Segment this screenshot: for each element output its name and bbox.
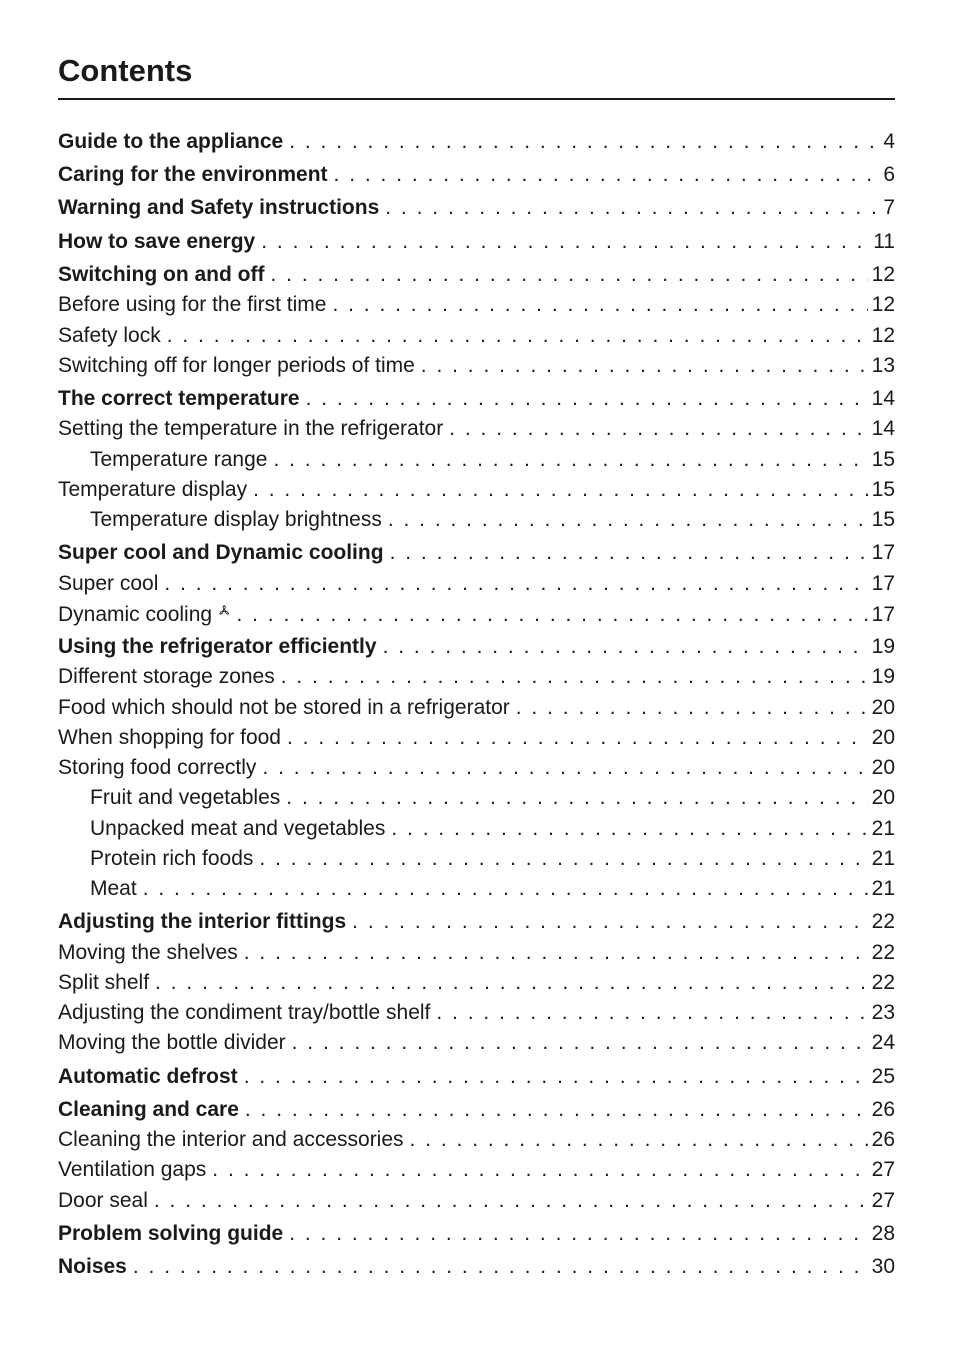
toc-page-number: 14 <box>871 387 895 410</box>
toc-entry[interactable] <box>58 193 895 223</box>
dot-leader <box>287 723 868 753</box>
toc-page-number: 20 <box>871 726 895 749</box>
toc-entry[interactable] <box>58 844 895 874</box>
dot-leader <box>253 475 868 505</box>
toc-page-number: 21 <box>871 847 895 870</box>
toc-entry[interactable] <box>58 569 895 599</box>
dot-leader <box>273 445 867 475</box>
dot-leader <box>334 160 880 190</box>
toc-page-number: 26 <box>871 1098 895 1121</box>
toc-entry-label: Unpacked meat and vegetables <box>90 817 386 840</box>
dot-leader <box>390 538 868 568</box>
toc-entry-label: Storing food correctly <box>58 756 257 779</box>
toc-page-number: 22 <box>871 971 895 994</box>
toc-entry[interactable] <box>58 693 895 723</box>
toc-page-number: 22 <box>871 910 895 933</box>
dot-leader <box>133 1252 868 1282</box>
toc-entry-label: Different storage zones <box>58 665 275 688</box>
toc-entry-label: Adjusting the interior fittings <box>58 910 347 933</box>
toc-entry-label: Moving the shelves <box>58 941 238 964</box>
toc-page-number: 11 <box>873 230 895 253</box>
toc-entry-label: Meat <box>90 877 137 900</box>
toc-entry-label: Dynamic cooling <box>58 603 213 626</box>
dot-leader <box>154 1186 868 1216</box>
toc-entry[interactable] <box>58 1155 895 1185</box>
toc-entry[interactable] <box>58 351 895 381</box>
toc-entry[interactable] <box>58 260 895 290</box>
toc-entry-label: Problem solving guide <box>58 1222 284 1245</box>
toc-entry[interactable] <box>58 753 895 783</box>
toc-entry-label: Fruit and vegetables <box>90 786 281 809</box>
fan-icon <box>218 599 230 621</box>
dot-leader <box>212 1155 867 1185</box>
toc-entry-label: Protein rich foods <box>90 847 254 870</box>
toc-entry-label: Warning and Safety instructions <box>58 196 380 219</box>
toc-page-number: 17 <box>871 572 895 595</box>
toc-entry[interactable] <box>58 1252 895 1282</box>
toc-entry-label: Adjusting the condiment tray/bottle shelf <box>58 1001 431 1024</box>
toc-entry[interactable] <box>58 1028 895 1058</box>
dot-leader <box>261 227 869 257</box>
toc-entry[interactable] <box>58 414 895 444</box>
toc-page-number: 20 <box>871 696 895 719</box>
toc-entry[interactable] <box>58 1186 895 1216</box>
toc-entry[interactable] <box>58 290 895 320</box>
toc-page-number: 27 <box>871 1189 895 1212</box>
toc-entry[interactable] <box>58 1125 895 1155</box>
dot-leader <box>244 1062 868 1092</box>
toc-page-number: 20 <box>871 756 895 779</box>
toc-entry-label: Food which should not be stored in a refrigerator <box>58 696 510 719</box>
dot-leader <box>289 127 879 157</box>
dot-leader <box>388 505 868 535</box>
toc-page-number: 15 <box>871 508 895 531</box>
toc-page-number: 15 <box>871 478 895 501</box>
toc-entry-label: Caring for the environment <box>58 163 328 186</box>
toc-entry[interactable] <box>58 127 895 157</box>
toc-entry[interactable] <box>58 475 895 505</box>
toc-page-number: 20 <box>871 786 895 809</box>
dot-leader <box>143 874 868 904</box>
dot-leader <box>167 321 868 351</box>
toc-entry-label: Noises <box>58 1255 127 1278</box>
toc-page-number: 25 <box>871 1065 895 1088</box>
toc-entry[interactable] <box>58 814 895 844</box>
dot-leader <box>270 260 867 290</box>
dot-leader <box>286 783 867 813</box>
toc-entry-label: Guide to the appliance <box>58 130 284 153</box>
toc-entry-label: Cleaning the interior and accessories <box>58 1128 404 1151</box>
dot-leader <box>155 968 868 998</box>
toc-entry-label: How to save energy <box>58 230 256 253</box>
toc-entry[interactable] <box>58 538 895 568</box>
toc-page-number: 12 <box>871 263 895 286</box>
toc-entry[interactable] <box>58 632 895 662</box>
toc-page-number: 28 <box>871 1222 895 1245</box>
dot-leader <box>385 193 879 223</box>
toc-entry[interactable] <box>58 968 895 998</box>
toc-entry[interactable] <box>58 505 895 535</box>
toc-page-number: 17 <box>871 603 895 626</box>
dot-leader <box>332 290 867 320</box>
dot-leader <box>245 1095 868 1125</box>
dot-leader <box>306 384 868 414</box>
toc-entry-label: Safety lock <box>58 324 161 347</box>
dot-leader <box>516 693 868 723</box>
toc-entry-label: Super cool <box>58 572 159 595</box>
dot-leader <box>259 844 867 874</box>
toc-entry[interactable] <box>58 384 895 414</box>
dot-leader <box>292 1028 868 1058</box>
dot-leader <box>164 569 867 599</box>
toc-entry-label: Ventilation gaps <box>58 1158 207 1181</box>
toc-page-number: 26 <box>871 1128 895 1151</box>
toc-entry-label: Moving the bottle divider <box>58 1031 286 1054</box>
dot-leader <box>244 938 868 968</box>
toc-entry[interactable] <box>58 938 895 968</box>
toc-entry[interactable] <box>58 1062 895 1092</box>
toc-entry[interactable] <box>58 160 895 190</box>
toc-page-number: 17 <box>871 541 895 564</box>
toc-page-number: 23 <box>871 1001 895 1024</box>
toc-entry-label: Temperature display <box>58 478 248 501</box>
toc-entry-label: Setting the temperature in the refrigerator <box>58 417 444 440</box>
toc-entry-label: Split shelf <box>58 971 150 994</box>
toc-entry-label: Before using for the first time <box>58 293 327 316</box>
toc-page-number: 6 <box>883 163 895 186</box>
toc-entry[interactable] <box>58 874 895 904</box>
toc-entry-label: Door seal <box>58 1189 148 1212</box>
toc-page-number: 21 <box>871 817 895 840</box>
dot-leader <box>383 632 868 662</box>
toc-entry-label: Automatic defrost <box>58 1065 238 1088</box>
toc-page-number: 19 <box>871 635 895 658</box>
dot-leader <box>289 1219 867 1249</box>
toc-page-number: 24 <box>871 1031 895 1054</box>
toc-entry[interactable] <box>58 227 895 257</box>
toc-entry[interactable] <box>58 998 895 1028</box>
toc-page-number: 7 <box>883 196 895 219</box>
toc-entry[interactable] <box>58 599 895 629</box>
toc-page-number: 21 <box>871 877 895 900</box>
toc-entry-label: Temperature display brightness <box>90 508 382 531</box>
dot-leader <box>391 814 867 844</box>
toc-entry[interactable] <box>58 1219 895 1249</box>
toc-entry[interactable] <box>58 907 895 937</box>
toc-page-number: 14 <box>871 417 895 440</box>
toc-entry-label: Switching off for longer periods of time <box>58 354 415 377</box>
toc-entry-label: The correct temperature <box>58 387 300 410</box>
toc-entry-label: Switching on and off <box>58 263 265 286</box>
toc-page-number: 15 <box>871 448 895 471</box>
toc-entry-label: When shopping for food <box>58 726 281 749</box>
toc-entry-label: Using the refrigerator efficiently <box>58 635 377 658</box>
dot-leader <box>281 662 868 692</box>
dot-leader <box>436 998 867 1028</box>
toc-entry-label: Super cool and Dynamic cooling <box>58 541 384 564</box>
toc-entry[interactable] <box>58 321 895 351</box>
toc-entry[interactable] <box>58 783 895 813</box>
toc-page-number: 4 <box>883 130 895 153</box>
toc-entry[interactable] <box>58 723 895 753</box>
dot-leader <box>262 753 867 783</box>
title-divider <box>58 98 895 100</box>
toc-page-number: 22 <box>871 941 895 964</box>
toc-page-number: 12 <box>871 293 895 316</box>
toc-entry-label: Temperature range <box>90 448 268 471</box>
dot-leader <box>236 600 867 630</box>
dot-leader <box>449 414 867 444</box>
toc-page-number: 12 <box>871 324 895 347</box>
toc-entry[interactable] <box>58 445 895 475</box>
toc-page-number: 13 <box>871 354 895 377</box>
toc-page-number: 30 <box>871 1255 895 1278</box>
toc-entry[interactable] <box>58 1095 895 1125</box>
toc-page-number: 27 <box>871 1158 895 1181</box>
toc-entry-label: Cleaning and care <box>58 1098 239 1121</box>
toc-page-number: 19 <box>871 665 895 688</box>
dot-leader <box>421 351 868 381</box>
toc-entry[interactable] <box>58 662 895 692</box>
page-title: Contents <box>58 53 193 88</box>
dot-leader <box>410 1125 868 1155</box>
dot-leader <box>352 907 867 937</box>
